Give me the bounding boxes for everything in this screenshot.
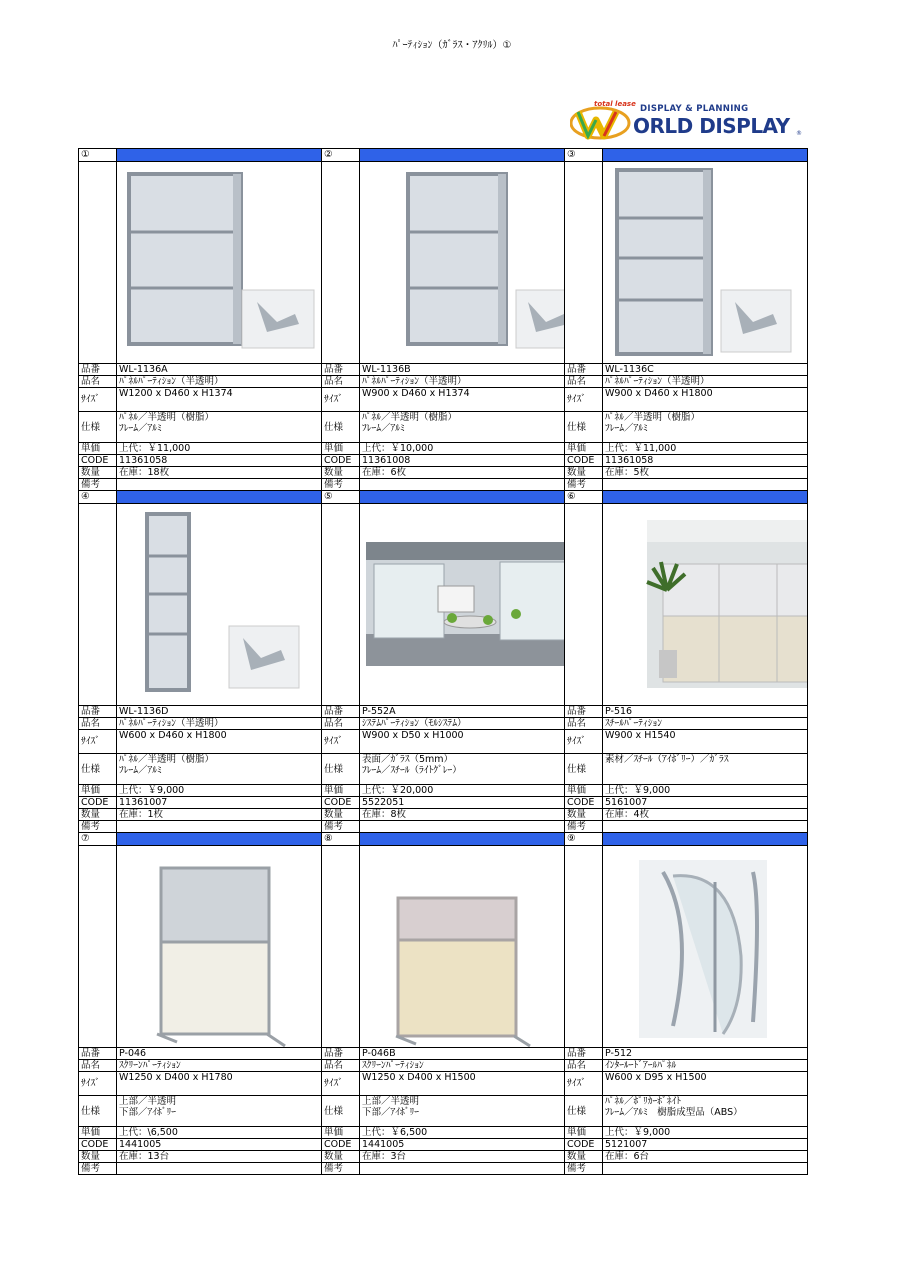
product-photo [360, 846, 565, 1048]
label-code: 品番 [565, 1048, 603, 1060]
value-code: WL-1136D [117, 706, 322, 718]
value-code: WL-1136C [603, 364, 808, 376]
product-image-cell [603, 846, 808, 1048]
image-spacer [79, 162, 117, 364]
product-number: ④ [79, 491, 117, 504]
label-spec: 仕様 [322, 754, 360, 785]
product-image-cell [117, 504, 322, 706]
spec-line-1: 表面／ｶﾞﾗｽ（5mm） [362, 754, 454, 765]
label-note: 備考 [322, 1163, 360, 1175]
spec-line-1: 上部／半透明 [362, 1096, 420, 1107]
value-spec [603, 412, 808, 443]
value-note [360, 1163, 565, 1175]
product-photo [603, 162, 808, 364]
value-note [603, 821, 808, 833]
header-color-bar [360, 833, 565, 846]
value-code: P-512 [603, 1048, 808, 1060]
label-barcode: CODE [322, 1139, 360, 1151]
label-spec: 仕様 [322, 1096, 360, 1127]
label-barcode: CODE [79, 455, 117, 467]
label-price: 単価 [79, 1127, 117, 1139]
label-price: 単価 [565, 443, 603, 455]
product-image-cell [603, 162, 808, 364]
label-size: ｻｲｽﾞ [565, 388, 603, 412]
label-code: 品番 [322, 364, 360, 376]
label-note: 備考 [322, 479, 360, 491]
product-number: ⑦ [79, 833, 117, 846]
header-color-bar [117, 491, 322, 504]
label-size: ｻｲｽﾞ [322, 388, 360, 412]
page-title: ﾊﾟｰﾃｨｼｮﾝ（ｶﾞﾗｽ・ｱｸﾘﾙ）① [392, 40, 512, 51]
header-color-bar [603, 833, 808, 846]
image-spacer [79, 504, 117, 706]
label-qty: 数量 [565, 809, 603, 821]
value-note [117, 821, 322, 833]
product-number: ⑤ [322, 491, 360, 504]
value-price: 上代：￥9,000 [603, 1127, 808, 1139]
value-price: 上代：￥9,000 [117, 785, 322, 797]
spec-line-1: ﾊﾟﾈﾙ／半透明（樹脂） [605, 412, 701, 423]
value-note [117, 1163, 322, 1175]
label-spec: 仕様 [79, 412, 117, 443]
label-barcode: CODE [79, 1139, 117, 1151]
label-price: 単価 [322, 785, 360, 797]
label-price: 単価 [322, 443, 360, 455]
product-number: ③ [565, 149, 603, 162]
value-price: 上代：￥10,000 [360, 443, 565, 455]
product-number: ⑥ [565, 491, 603, 504]
label-qty: 数量 [79, 809, 117, 821]
label-price: 単価 [79, 785, 117, 797]
label-price: 単価 [565, 785, 603, 797]
value-code: P-046B [360, 1048, 565, 1060]
value-name: ﾊﾟﾈﾙﾊﾟｰﾃｨｼｮﾝ（半透明） [603, 376, 808, 388]
label-name: 品名 [322, 376, 360, 388]
product-photo [117, 846, 322, 1048]
spec-line-1: 素材／ｽﾁｰﾙ（ｱｲﾎﾞﾘｰ）／ｶﾞﾗｽ [605, 754, 729, 765]
logo-subtitle: DISPLAY & PLANNING [640, 104, 749, 114]
label-note: 備考 [79, 821, 117, 833]
value-name: ｼｽﾃﾑﾊﾟｰﾃｨｼｮﾝ（ﾓﾙｼｽﾃﾑ） [360, 718, 565, 730]
value-name: ﾊﾟﾈﾙﾊﾟｰﾃｨｼｮﾝ（半透明） [117, 718, 322, 730]
label-qty: 数量 [565, 1151, 603, 1163]
label-qty: 数量 [79, 1151, 117, 1163]
label-code: 品番 [322, 1048, 360, 1060]
value-size: W900 x D460 x H1374 [360, 388, 565, 412]
label-spec: 仕様 [79, 1096, 117, 1127]
value-qty: 在庫：4枚 [603, 809, 808, 821]
spec-line-2: 下部／ｱｲﾎﾞﾘｰ [362, 1107, 420, 1118]
value-code: WL-1136B [360, 364, 565, 376]
label-note: 備考 [565, 821, 603, 833]
label-note: 備考 [322, 821, 360, 833]
label-code: 品番 [79, 706, 117, 718]
label-name: 品名 [322, 718, 360, 730]
label-qty: 数量 [565, 467, 603, 479]
spec-line-2: ﾌﾚｰﾑ／ｱﾙﾐ [605, 423, 648, 434]
value-name: ﾊﾟﾈﾙﾊﾟｰﾃｨｼｮﾝ（半透明） [360, 376, 565, 388]
logo-tagline: total lease [594, 100, 636, 108]
value-note [603, 479, 808, 491]
value-price: 上代：\6,500 [117, 1127, 322, 1139]
product-number: ② [322, 149, 360, 162]
value-size: W900 x D50 x H1000 [360, 730, 565, 754]
value-barcode: 1441005 [117, 1139, 322, 1151]
value-spec [603, 1096, 808, 1127]
label-qty: 数量 [322, 809, 360, 821]
value-qty: 在庫：6台 [603, 1151, 808, 1163]
label-barcode: CODE [565, 1139, 603, 1151]
spec-line-1: ﾊﾟﾈﾙ／半透明（樹脂） [119, 412, 215, 423]
label-spec: 仕様 [565, 754, 603, 785]
label-name: 品名 [565, 376, 603, 388]
spec-line-2: ﾌﾚｰﾑ／ｱﾙﾐ [119, 765, 162, 776]
value-price: 上代：￥6,500 [360, 1127, 565, 1139]
image-spacer [565, 846, 603, 1048]
value-code: WL-1136A [117, 364, 322, 376]
spec-line-1: ﾊﾟﾈﾙ／半透明（樹脂） [119, 754, 215, 765]
value-spec [117, 412, 322, 443]
label-barcode: CODE [322, 797, 360, 809]
value-barcode: 5522051 [360, 797, 565, 809]
value-name: ﾊﾟﾈﾙﾊﾟｰﾃｨｼｮﾝ（半透明） [117, 376, 322, 388]
value-size: W1200 x D460 x H1374 [117, 388, 322, 412]
label-size: ｻｲｽﾞ [322, 730, 360, 754]
product-number: ⑨ [565, 833, 603, 846]
value-size: W900 x H1540 [603, 730, 808, 754]
value-barcode: 11361058 [603, 455, 808, 467]
value-barcode: 11361058 [117, 455, 322, 467]
label-code: 品番 [79, 364, 117, 376]
header-color-bar [603, 491, 808, 504]
logo-registered: ® [796, 130, 802, 137]
value-barcode: 11361008 [360, 455, 565, 467]
spec-line-2: ﾌﾚｰﾑ／ｱﾙﾐ [362, 423, 405, 434]
label-spec: 仕様 [322, 412, 360, 443]
label-note: 備考 [79, 479, 117, 491]
label-name: 品名 [79, 376, 117, 388]
value-barcode: 11361007 [117, 797, 322, 809]
label-size: ｻｲｽﾞ [322, 1072, 360, 1096]
value-size: W1250 x D400 x H1500 [360, 1072, 565, 1096]
spec-line-1: ﾊﾟﾈﾙ／半透明（樹脂） [362, 412, 458, 423]
product-photo [360, 162, 565, 364]
label-code: 品番 [322, 706, 360, 718]
label-qty: 数量 [322, 467, 360, 479]
image-spacer [322, 162, 360, 364]
value-qty: 在庫：3台 [360, 1151, 565, 1163]
product-photo [117, 162, 322, 364]
header-color-bar [360, 491, 565, 504]
label-price: 単価 [565, 1127, 603, 1139]
spec-line-1: ﾊﾟﾈﾙ／ﾎﾟﾘｶｰﾎﾞﾈｲﾄ [605, 1096, 682, 1107]
image-spacer [79, 846, 117, 1048]
value-price: 上代：￥20,000 [360, 785, 565, 797]
spec-line-1: 上部／半透明 [119, 1096, 177, 1107]
spec-line-2: 下部／ｱｲﾎﾞﾘｰ [119, 1107, 177, 1118]
product-photo [603, 846, 808, 1048]
value-barcode: 5161007 [603, 797, 808, 809]
product-photo [603, 504, 808, 706]
value-price: 上代：￥11,000 [603, 443, 808, 455]
value-code: P-046 [117, 1048, 322, 1060]
image-spacer [565, 162, 603, 364]
header-color-bar [360, 149, 565, 162]
label-name: 品名 [79, 1060, 117, 1072]
label-code: 品番 [565, 364, 603, 376]
value-price: 上代：￥9,000 [603, 785, 808, 797]
product-image-cell [360, 846, 565, 1048]
label-size: ｻｲｽﾞ [565, 730, 603, 754]
value-barcode: 5121007 [603, 1139, 808, 1151]
label-note: 備考 [565, 1163, 603, 1175]
value-size: W600 x D95 x H1500 [603, 1072, 808, 1096]
value-spec [360, 412, 565, 443]
value-spec [360, 754, 565, 785]
label-spec: 仕様 [79, 754, 117, 785]
label-price: 単価 [322, 1127, 360, 1139]
label-spec: 仕様 [565, 412, 603, 443]
product-image-cell [360, 162, 565, 364]
product-photo [360, 504, 565, 706]
label-code: 品番 [565, 706, 603, 718]
value-code: P-552A [360, 706, 565, 718]
spec-line-2: ﾌﾚｰﾑ／ｱﾙﾐ 樹脂成型品（ABS） [605, 1107, 743, 1118]
label-note: 備考 [79, 1163, 117, 1175]
value-size: W600 x D460 x H1800 [117, 730, 322, 754]
product-image-cell [117, 162, 322, 364]
label-size: ｻｲｽﾞ [79, 730, 117, 754]
logo-w-mark [570, 106, 632, 140]
value-note [360, 821, 565, 833]
value-code: P-516 [603, 706, 808, 718]
header-color-bar [117, 833, 322, 846]
label-qty: 数量 [79, 467, 117, 479]
value-spec [603, 754, 808, 785]
label-spec: 仕様 [565, 1096, 603, 1127]
product-catalog-table [78, 148, 808, 1175]
label-size: ｻｲｽﾞ [79, 1072, 117, 1096]
value-spec [360, 1096, 565, 1127]
value-price: 上代：￥11,000 [117, 443, 322, 455]
value-name: ｲﾝﾀｰﾙｰﾄﾞｱｰﾙﾊﾟﾈﾙ [603, 1060, 808, 1072]
label-code: 品番 [79, 1048, 117, 1060]
product-number: ① [79, 149, 117, 162]
image-spacer [322, 504, 360, 706]
product-image-cell [117, 846, 322, 1048]
label-qty: 数量 [322, 1151, 360, 1163]
value-spec [117, 1096, 322, 1127]
product-image-cell [603, 504, 808, 706]
value-note [360, 479, 565, 491]
label-barcode: CODE [565, 797, 603, 809]
value-name: ｽｸﾘｰﾝﾊﾟｰﾃｨｼｮﾝ [360, 1060, 565, 1072]
value-qty: 在庫：6枚 [360, 467, 565, 479]
label-size: ｻｲｽﾞ [79, 388, 117, 412]
value-spec [117, 754, 322, 785]
value-qty: 在庫：5枚 [603, 467, 808, 479]
value-size: W1250 x D400 x H1780 [117, 1072, 322, 1096]
logo-name: ORLD DISPLAY [633, 114, 790, 138]
label-name: 品名 [79, 718, 117, 730]
value-qty: 在庫：1枚 [117, 809, 322, 821]
label-size: ｻｲｽﾞ [565, 1072, 603, 1096]
header-color-bar [603, 149, 808, 162]
value-qty: 在庫：18枚 [117, 467, 322, 479]
label-price: 単価 [79, 443, 117, 455]
label-barcode: CODE [79, 797, 117, 809]
value-size: W900 x D460 x H1800 [603, 388, 808, 412]
spec-line-2: ﾌﾚｰﾑ／ｱﾙﾐ [119, 423, 162, 434]
label-barcode: CODE [565, 455, 603, 467]
spec-line-2: ﾌﾚｰﾑ／ｽﾁｰﾙ（ﾗｲﾄｸﾞﾚｰ） [362, 765, 462, 776]
label-name: 品名 [322, 1060, 360, 1072]
value-name: ｽﾁｰﾙﾊﾟｰﾃｨｼｮﾝ [603, 718, 808, 730]
header-color-bar [117, 149, 322, 162]
value-name: ｽｸﾘｰﾝﾊﾟｰﾃｨｼｮﾝ [117, 1060, 322, 1072]
label-barcode: CODE [322, 455, 360, 467]
value-qty: 在庫：13台 [117, 1151, 322, 1163]
label-name: 品名 [565, 1060, 603, 1072]
value-note [603, 1163, 808, 1175]
value-note [117, 479, 322, 491]
product-image-cell [360, 504, 565, 706]
company-logo [570, 100, 805, 142]
label-name: 品名 [565, 718, 603, 730]
label-note: 備考 [565, 479, 603, 491]
image-spacer [322, 846, 360, 1048]
image-spacer [565, 504, 603, 706]
product-number: ⑧ [322, 833, 360, 846]
value-barcode: 1441005 [360, 1139, 565, 1151]
value-qty: 在庫：8枚 [360, 809, 565, 821]
product-photo [117, 504, 322, 706]
